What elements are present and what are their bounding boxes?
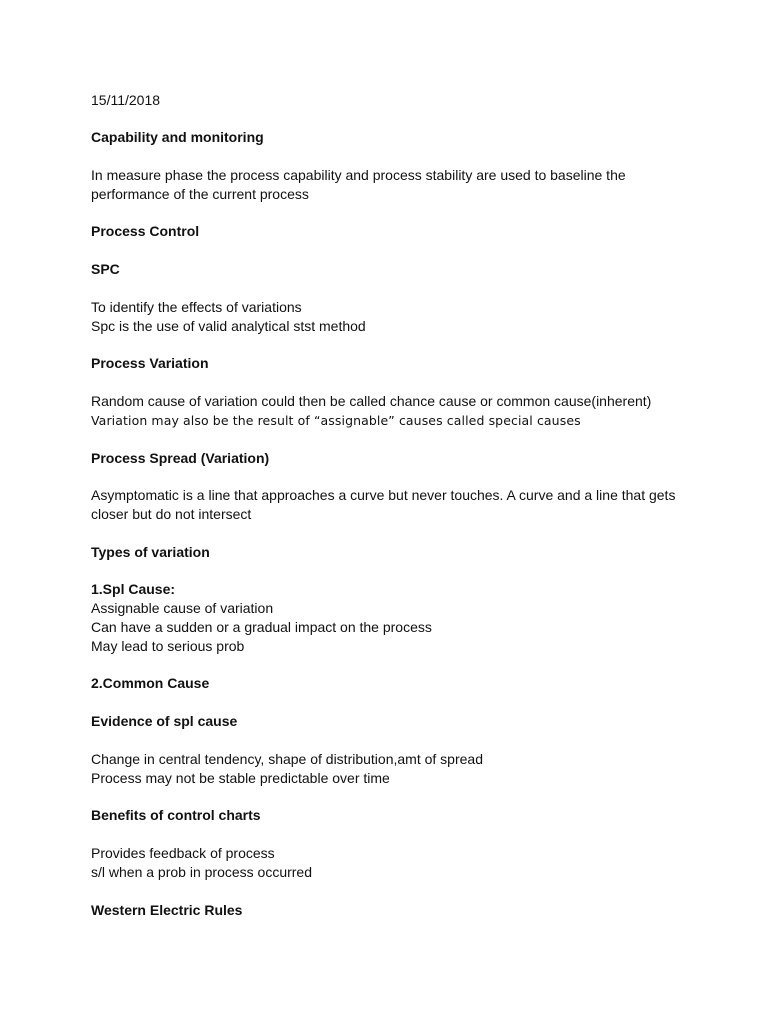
- process-variation-line-1: Random cause of variation could then be called chance cause or common cause(inherent): [91, 393, 652, 409]
- process-control-heading: Process Control: [91, 223, 200, 239]
- evidence-line-2: Process may not be stable predictable over time: [91, 770, 390, 786]
- process-spread-line-2: closer but do not intersect: [91, 506, 252, 522]
- intro-line-1: In measure phase the process capability and process stability are used to baseline the: [91, 167, 626, 183]
- evidence-heading: Evidence of spl cause: [91, 713, 238, 729]
- spl-cause-line-1: Assignable cause of variation: [91, 600, 274, 616]
- document-title: Capability and monitoring: [91, 129, 264, 145]
- process-variation-heading: Process Variation: [91, 355, 209, 371]
- process-spread-line-1: Asymptomatic is a line that approaches a curve but never touches. A curve and a line that gets: [91, 487, 676, 503]
- benefits-line-2: s/l when a prob in process occurred: [91, 864, 312, 880]
- intro-line-2: performance of the current process: [91, 186, 309, 202]
- spc-heading: SPC: [91, 261, 120, 277]
- spc-line-2: Spc is the use of valid analytical stst method: [91, 318, 366, 334]
- process-variation-line-2: Variation may also be the result of “assignable” causes called special causes: [91, 413, 581, 428]
- process-spread-heading: Process Spread (Variation): [91, 450, 270, 466]
- spl-cause-heading: 1.Spl Cause:: [91, 581, 176, 597]
- spc-line-1: To identify the effects of variations: [91, 299, 302, 315]
- benefits-heading: Benefits of control charts: [91, 807, 261, 823]
- western-electric-heading: Western Electric Rules: [91, 902, 243, 918]
- types-of-variation-heading: Types of variation: [91, 544, 210, 560]
- benefits-line-1: Provides feedback of process: [91, 845, 275, 861]
- spl-cause-line-2: Can have a sudden or a gradual impact on the process: [91, 619, 432, 635]
- document-date: 15/11/2018: [91, 92, 161, 108]
- evidence-line-1: Change in central tendency, shape of distribution,amt of spread: [91, 751, 483, 767]
- common-cause-heading: 2.Common Cause: [91, 675, 210, 691]
- spl-cause-line-3: May lead to serious prob: [91, 638, 245, 654]
